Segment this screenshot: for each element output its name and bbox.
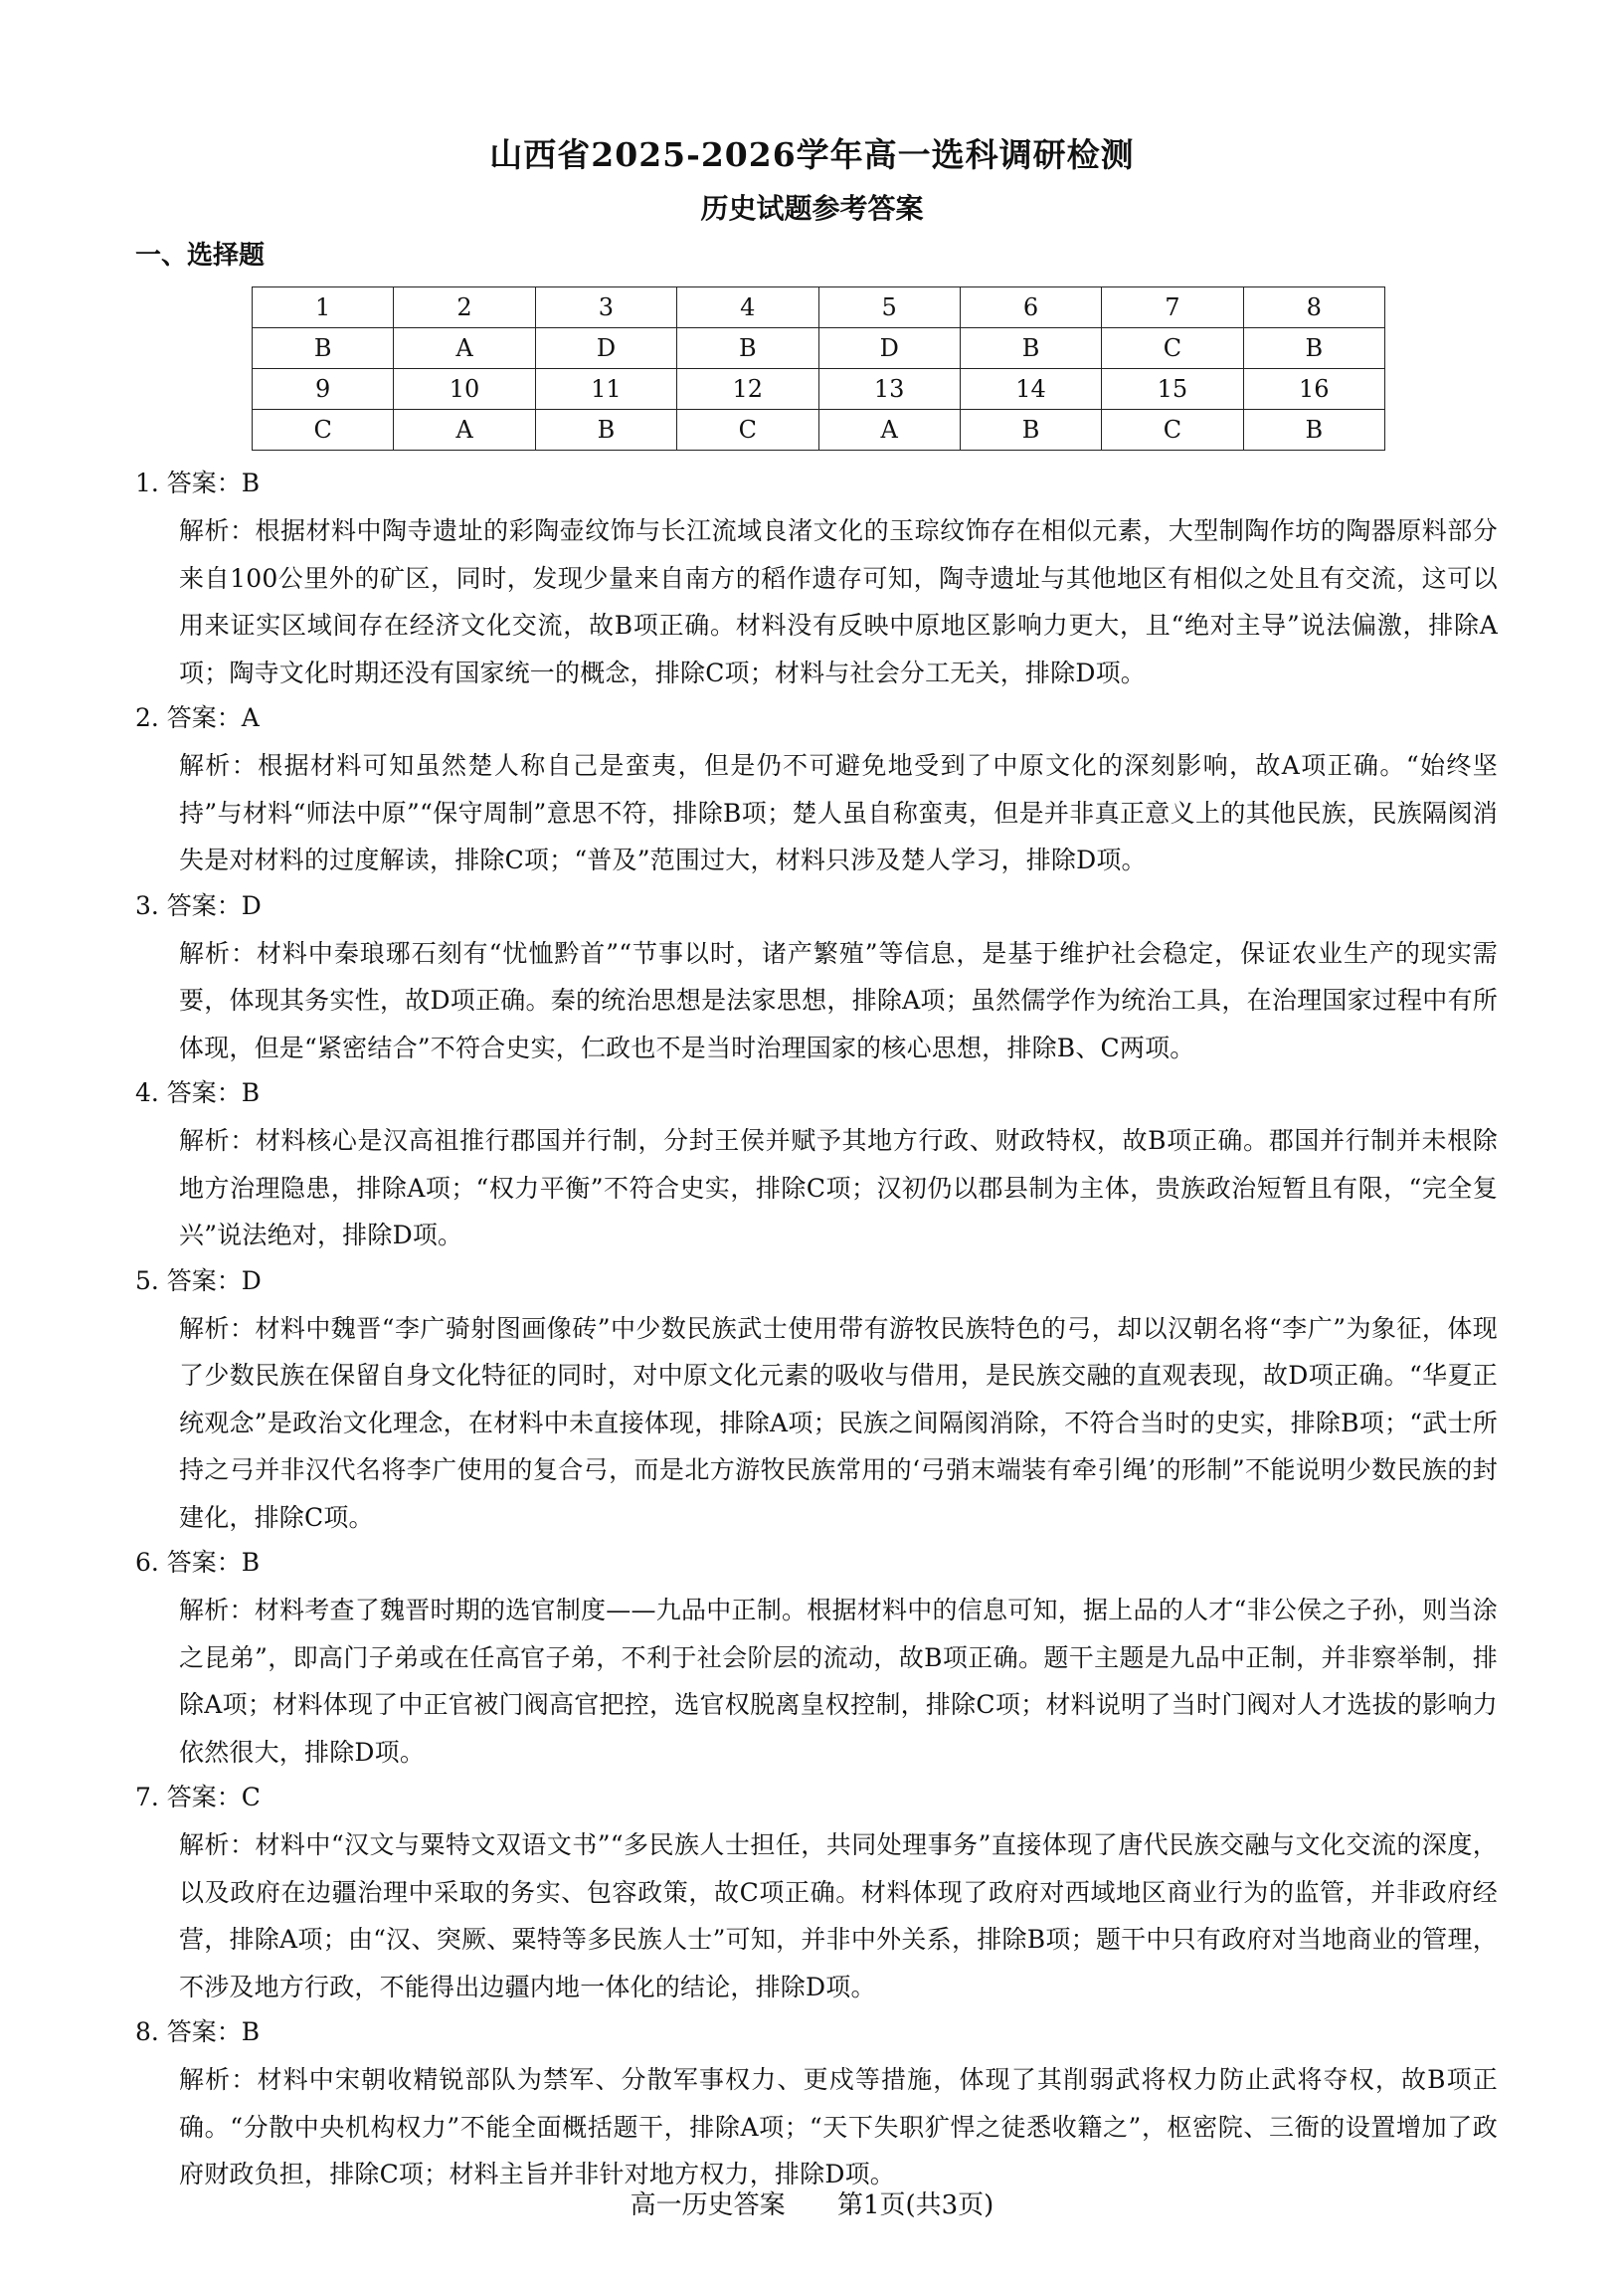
answer-label: 5. 答案：D (135, 1265, 262, 1295)
page-footer (0, 2184, 1624, 2221)
table-cell: B (960, 328, 1101, 369)
answer-explanation: 解析：材料中“汉文与粟特文双语文书”“多民族人士担任，共同处理事务”直接体现了唐代民族交融与文化交流的深度，以及政府在边疆治理中采取的务实、包容政策，故C项正确。材料体现了政府对西域地区商业行为的监管，并非政府经营，排除A项；由“汉、突厥、粟特等多民族人士”可知，并非中外关系，排除B项；题干中只有政府对当地商业的管理，不涉及地方行政，不能得出边疆内地一体化的结论，排除D项。 (179, 1830, 1498, 2001)
answer-item (135, 890, 1498, 1072)
table-cell: D (535, 328, 676, 369)
table-cell: 4 (677, 287, 818, 328)
answer-label: 7. 答案：C (135, 1783, 261, 1811)
table-cell: A (394, 410, 535, 451)
table-cell: 13 (818, 369, 960, 410)
answer-label: 4. 答案：B (135, 1078, 261, 1107)
answer-item (135, 1265, 1498, 1542)
table-cell: B (253, 328, 394, 369)
table-cell: 16 (1243, 369, 1384, 410)
document-subtitle: 历史试题参考答案 (700, 192, 924, 225)
answer-explanation: 解析：材料中宋朝收精锐部队为禁军、分散军事权力、更戍等措施，体现了其削弱武将权力防止武将夺权，故B项正确。“分散中央机构权力”不能全面概括题干，排除A项；“天下失职犷悍之徒悉收籍之”，枢密院、三衙的设置增加了政府财政负担，排除C项；材料主旨并非针对地方权力，排除D项。 (179, 2065, 1498, 2188)
table-cell: 1 (253, 287, 394, 328)
table-cell: 10 (394, 369, 535, 410)
answer-label: 3. 答案：D (135, 890, 262, 920)
answer-label: 2. 答案：A (135, 703, 260, 732)
table-cell: 15 (1102, 369, 1243, 410)
table-row (253, 287, 1385, 328)
answer-explanation: 解析：材料中秦琅琊石刻有“忧恤黔首”“节事以时，诸产繁殖”等信息，是基于维护社会稳定，保证农业生产的现实需要，体现其务实性，故D项正确。秦的统治思想是法家思想，排除A项；虽然儒学作为统治工具，在治理国家过程中有所体现，但是“紧密结合”不符合史实，仁政也不是当时治理国家的核心思想，排除B、C两项。 (179, 938, 1498, 1062)
answer-item (135, 2016, 1498, 2198)
table-cell: 3 (535, 287, 676, 328)
answer-explanation: 解析：材料中魏晋“李广骑射图画像砖”中少数民族武士使用带有游牧民族特色的弓，却以汉朝名将“李广”为象征，体现了少数民族在保留自身文化特征的同时，对中原文化元素的吸收与借用，是民族交融的直观表现，故D项正确。“华夏正统观念”是政治文化理念，在材料中未直接体现，排除A项；民族之间隔阂消除，不符合当时的史实，排除B项；“武士所持之弓并非汉代名将李广使用的复合弓，而是北方游牧民族常用的‘弓弰末端装有牵引绳’的形制”不能说明少数民族的封建化，排除C项。 (179, 1313, 1498, 1532)
table-cell: C (1102, 328, 1243, 369)
table-row (253, 410, 1385, 451)
table-cell: 12 (677, 369, 818, 410)
answer-item (135, 468, 1498, 696)
footer-doc-name: 高一历史答案 (630, 2190, 786, 2220)
table-cell: 2 (394, 287, 535, 328)
table-cell: B (535, 410, 676, 451)
table-cell: 8 (1243, 287, 1384, 328)
answer-label: 1. 答案：B (135, 469, 261, 497)
document-title: 山西省2025-2026学年高一选科调研检测 (489, 135, 1135, 174)
table-cell: 11 (535, 369, 676, 410)
answer-explanation: 解析：材料核心是汉高祖推行郡国并行制，分封王侯并赋予其地方行政、财政特权，故B项正确。郡国并行制并未根除地方治理隐患，排除A项；“权力平衡”不符合史实，排除C项；汉初仍以郡县制为主体，贵族政治短暂且有限，“完全复兴”说法绝对，排除D项。 (179, 1126, 1498, 1249)
answer-item (135, 1547, 1498, 1776)
table-cell: B (1243, 328, 1384, 369)
answer-table (252, 286, 1385, 451)
table-row (253, 369, 1385, 410)
table-cell: A (394, 328, 535, 369)
table-cell: 7 (1102, 287, 1243, 328)
answer-item (135, 1782, 1498, 2010)
table-cell: B (677, 328, 818, 369)
table-cell: 9 (253, 369, 394, 410)
table-cell: A (818, 410, 960, 451)
table-row (253, 328, 1385, 369)
table-cell: C (1102, 410, 1243, 451)
answer-label: 6. 答案：B (135, 1548, 261, 1577)
table-cell: B (960, 410, 1101, 451)
table-cell: C (677, 410, 818, 451)
table-cell: 5 (818, 287, 960, 328)
answer-explanation: 解析：根据材料中陶寺遗址的彩陶壶纹饰与长江流域良渚文化的玉琮纹饰存在相似元素，大型制陶作坊的陶器原料部分来自100公里外的矿区，同时，发现少量来自南方的稻作遗存可知，陶寺遗址与其他地区有相似之处且有交流，这可以用来证实区域间存在经济文化交流，故B项正确。材料没有反映中原地区影响力更大，且“绝对主导”说法偏激，排除A项；陶寺文化时期还没有国家统一的概念，排除C项；材料与社会分工无关，排除D项。 (179, 516, 1498, 687)
answer-item (135, 1077, 1498, 1259)
answer-label: 8. 答案：B (135, 2017, 261, 2046)
answer-item (135, 702, 1498, 884)
answer-explanation: 解析：材料考查了魏晋时期的选官制度——九品中正制。根据材料中的信息可知，据上品的人才“非公侯之子孙，则当涂之昆弟”，即高门子弟或在任高官子弟，不利于社会阶层的流动，故B项正确。题干主题是九品中正制，并非察举制，排除A项；材料体现了中正官被门阀高官把控，选官权脱离皇权控制，排除C项；材料说明了当时门阀对人才选拔的影响力依然很大，排除D项。 (179, 1596, 1498, 1767)
table-cell: 14 (960, 369, 1101, 410)
table-cell: B (1243, 410, 1384, 451)
table-cell: C (253, 410, 394, 451)
page-number: 第1页(共3页) (836, 2190, 994, 2220)
answer-explanation: 解析：根据材料可知虽然楚人称自己是蛮夷，但是仍不可避免地受到了中原文化的深刻影响，故A项正确。“始终坚持”与材料“师法中原”“保守周制”意思不符，排除B项；楚人虽自称蛮夷，但是并非真正意义上的其他民族，民族隔阂消失是对材料的过度解读，排除C项；“普及”范围过大，材料只涉及楚人学习，排除D项。 (179, 751, 1498, 874)
answer-explanations (135, 468, 1498, 2204)
section-heading: 一、选择题 (135, 241, 266, 271)
table-cell: 6 (960, 287, 1101, 328)
table-cell: D (818, 328, 960, 369)
